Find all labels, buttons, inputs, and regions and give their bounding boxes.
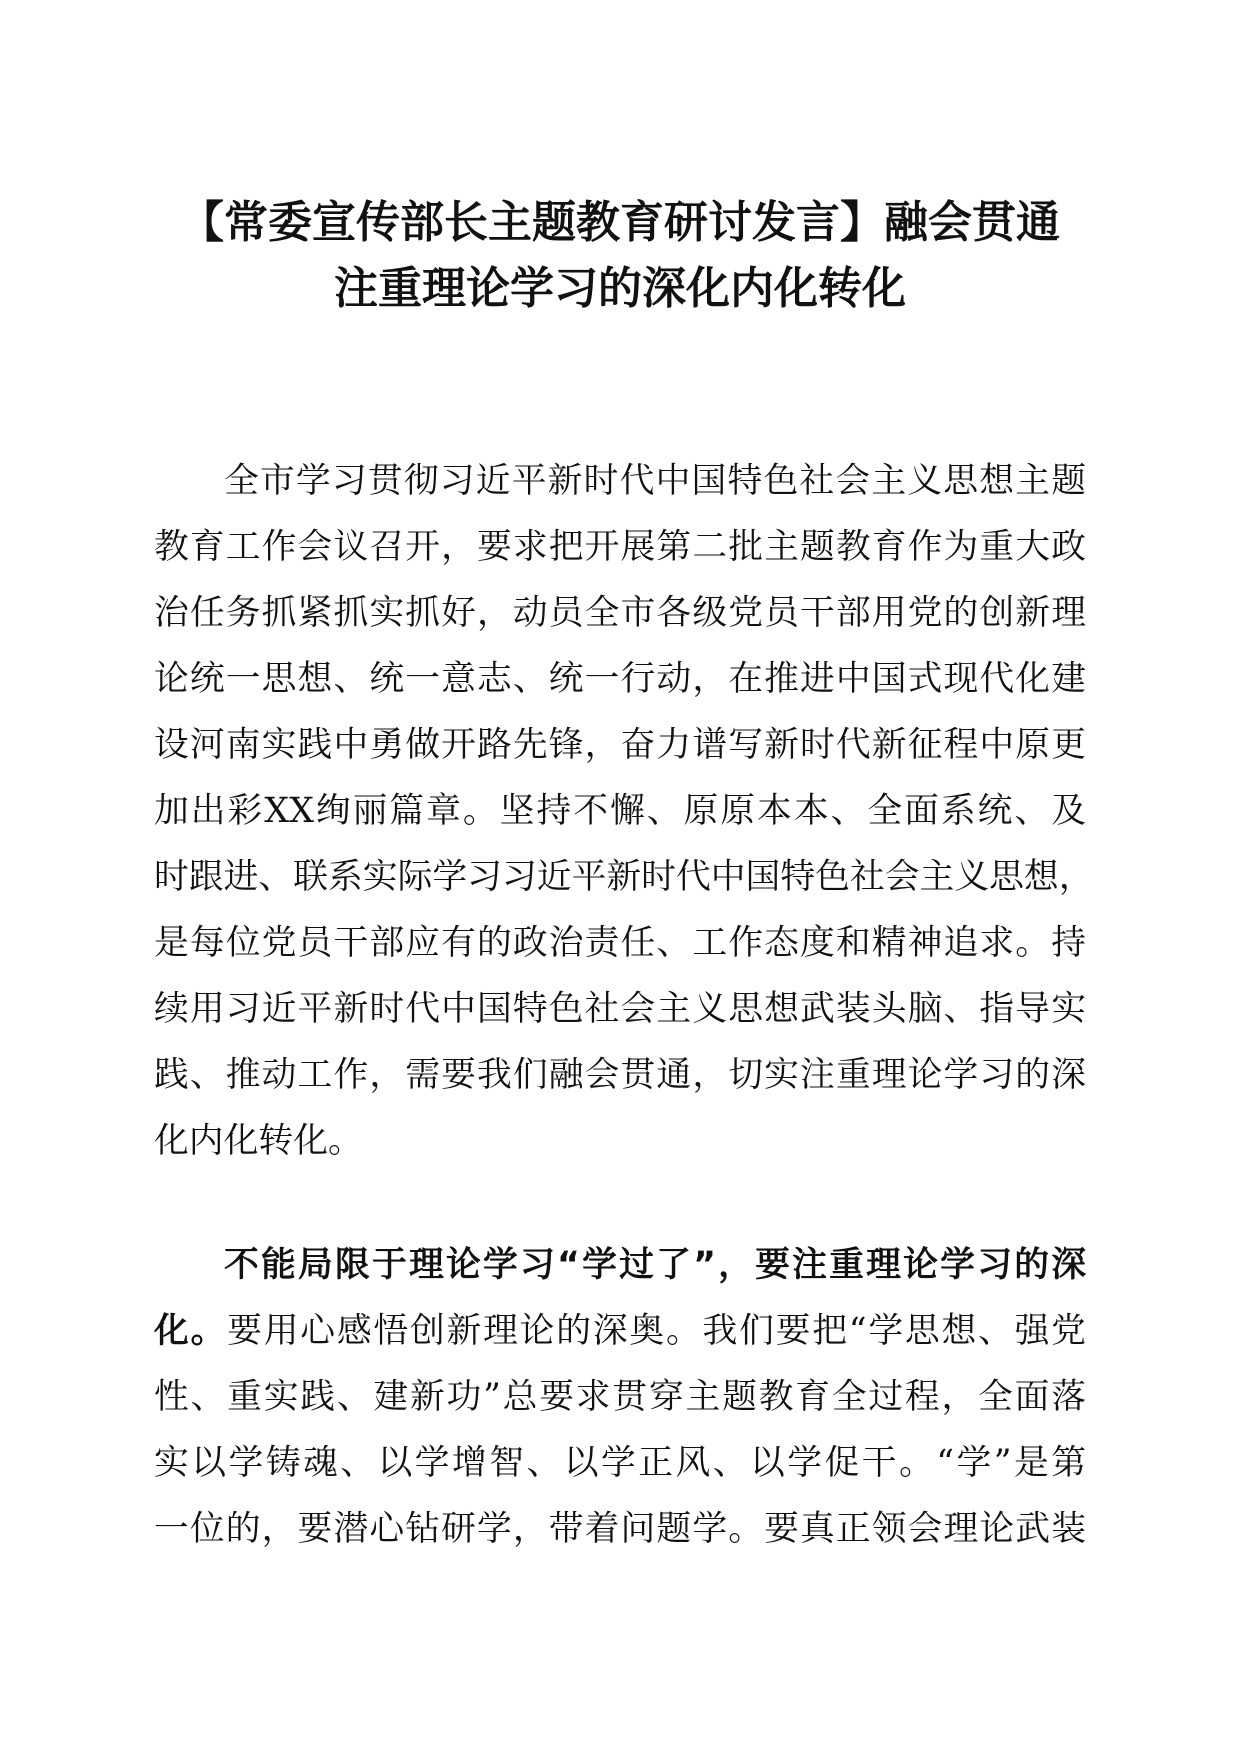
paragraph-line: 治任务抓紧抓实抓好，动员全市各级党员干部用党的创新理: [154, 593, 1086, 633]
paragraph-line: 论统一思想、统一意志、统一行动，在推进中国式现代化建: [154, 659, 1086, 699]
section-heading: 不能局限于理论学习“学过了”，要注重理论学习的深: [224, 1245, 1086, 1285]
paragraph-line: 续用习近平新时代中国特色社会主义思想武装头脑、指导实: [154, 989, 1086, 1029]
paragraph-line: 化内化转化。: [154, 1121, 363, 1161]
paragraph-line: 加出彩XX绚丽篇章。坚持不懈、原原本本、全面系统、及: [154, 791, 1086, 831]
paragraph-text: 要用心感悟创新理论的深奥。我们要把“学思想、强党: [227, 1311, 1086, 1351]
paragraph-line: 性、重实践、建新功”总要求贯穿主题教育全过程，全面落: [154, 1377, 1086, 1417]
paragraph-line: 实以学铸魂、以学增智、以学正风、以学促干。“学”是第: [154, 1443, 1086, 1483]
paragraph-line: [154, 1298, 1086, 1364]
document-title: [130, 190, 1110, 322]
paragraph-line: 教育工作会议召开，要求把开展第二批主题教育作为重大政: [154, 527, 1086, 567]
paragraph-line: 设河南实践中勇做开路先锋，奋力谱写新时代新征程中原更: [154, 725, 1086, 765]
paragraph-1: [154, 448, 1094, 1174]
paragraph-line: 是每位党员干部应有的政治责任、工作态度和精神追求。持: [154, 923, 1086, 963]
section-heading-end: 化。: [154, 1311, 228, 1351]
paragraph-line: 时跟进、联系实际学习习近平新时代中国特色社会主义思想，: [154, 857, 1094, 897]
paragraph-line: 全市学习贯彻习近平新时代中国特色社会主义思想主题: [224, 461, 1086, 501]
paragraph-line: 践、推动工作，需要我们融会贯通，切实注重理论学习的深: [154, 1055, 1086, 1095]
paragraph-line: 一位的，要潜心钻研学，带着问题学。要真正领会理论武装: [154, 1509, 1086, 1549]
paragraph-2: [154, 1232, 1086, 1562]
title-line-2: 注重理论学习的深化内化转化: [334, 263, 906, 314]
title-line-1: 【常委宣传部长主题教育研讨发言】融会贯通: [180, 197, 1060, 248]
